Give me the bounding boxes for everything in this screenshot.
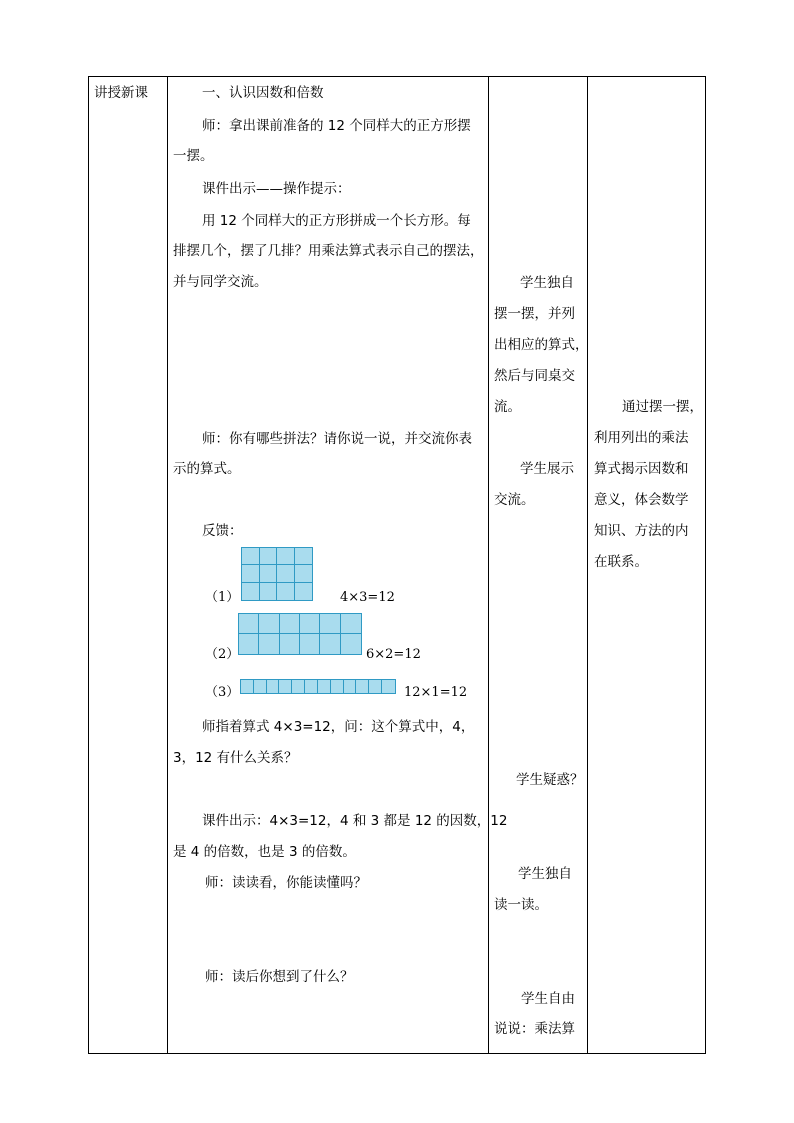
design-purpose-text: 知识、方法的内 <box>594 523 689 539</box>
grid-square <box>300 614 320 634</box>
grid-square <box>341 614 361 634</box>
student-activity-text: 说说：乘法算 <box>494 1021 575 1037</box>
grid-square <box>305 680 318 693</box>
section-heading: 一、认识因数和倍数 <box>202 85 324 101</box>
grid-square <box>277 583 295 600</box>
student-activity-text: 学生疑惑？ <box>516 772 584 788</box>
grid-square <box>259 634 279 654</box>
student-activity-text: 摆一摆，并列 <box>494 306 575 322</box>
square-grid-12x1 <box>240 679 396 694</box>
student-activity-text: 出相应的算式， <box>494 337 589 353</box>
design-purpose-text: 通过摆一摆， <box>622 399 703 415</box>
grid-square <box>356 680 369 693</box>
column-divider <box>488 76 489 1054</box>
grid-square <box>259 614 279 634</box>
student-activity-text: 交流。 <box>494 492 535 508</box>
grid-square <box>292 680 305 693</box>
grid-square <box>239 634 259 654</box>
design-purpose-text: 在联系。 <box>594 554 648 570</box>
content-text: 师：拿出课前准备的 12 个同样大的正方形摆 <box>202 118 471 134</box>
content-text: 课件出示——操作提示： <box>202 181 351 197</box>
feedback-label: 反馈： <box>202 523 243 539</box>
grid-square <box>260 565 278 582</box>
equation: 12×1=12 <box>404 685 468 700</box>
content-text: 一摆。 <box>173 148 214 164</box>
content-text: 并与同学交流。 <box>173 274 268 290</box>
feedback-item-label: （3） <box>205 685 240 700</box>
student-activity-text: 读一读。 <box>494 897 548 913</box>
student-activity-text: 学生独自 <box>518 866 572 882</box>
grid-square <box>320 614 340 634</box>
grid-square <box>295 548 313 565</box>
content-text: 是 4 的倍数，也是 3 的倍数。 <box>173 844 356 860</box>
grid-square <box>318 680 331 693</box>
grid-square <box>341 634 361 654</box>
feedback-item-label: （2） <box>205 647 240 662</box>
grid-square <box>241 680 254 693</box>
student-activity-text: 流。 <box>494 399 521 415</box>
student-activity-text: 学生展示 <box>520 461 574 477</box>
grid-square <box>254 680 267 693</box>
grid-square <box>369 680 382 693</box>
grid-square <box>242 583 260 600</box>
grid-square <box>295 583 313 600</box>
content-text: 师：读后你想到了什么？ <box>205 969 354 985</box>
section-label: 讲授新课 <box>94 85 148 101</box>
student-activity-text: 学生独自 <box>520 275 574 291</box>
grid-square <box>242 565 260 582</box>
grid-square <box>300 634 320 654</box>
column-divider <box>167 76 168 1054</box>
square-grid-6x2 <box>238 613 362 655</box>
grid-square <box>279 680 292 693</box>
equation: 6×2=12 <box>366 647 421 662</box>
grid-square <box>239 614 259 634</box>
content-text: 师：读读看，你能读懂吗？ <box>205 875 367 891</box>
grid-square <box>280 614 300 634</box>
content-text: 示的算式。 <box>173 461 241 477</box>
content-text: 师指着算式 4×3=12，问：这个算式中，4， <box>202 719 475 735</box>
grid-square <box>242 548 260 565</box>
grid-square <box>280 634 300 654</box>
grid-square <box>277 565 295 582</box>
grid-square <box>382 680 395 693</box>
grid-square <box>260 548 278 565</box>
content-text: 师：你有哪些拼法？请你说一说，并交流你表 <box>202 431 472 447</box>
grid-square <box>260 583 278 600</box>
content-text: 课件出示：4×3=12，4 和 3 都是 12 的因数，12 <box>202 813 508 829</box>
design-purpose-text: 利用列出的乘法 <box>594 430 689 446</box>
grid-square <box>277 548 295 565</box>
grid-square <box>295 565 313 582</box>
grid-square <box>267 680 280 693</box>
feedback-item-label: （1） <box>205 590 240 605</box>
student-activity-text: 然后与同桌交 <box>494 368 575 384</box>
grid-square <box>320 634 340 654</box>
student-activity-text: 学生自由 <box>521 991 575 1007</box>
grid-square <box>344 680 357 693</box>
equation: 4×3=12 <box>340 590 395 605</box>
design-purpose-text: 算式揭示因数和 <box>594 461 689 477</box>
content-text: 用 12 个同样大的正方形拼成一个长方形。每 <box>202 213 471 229</box>
grid-square <box>331 680 344 693</box>
content-text: 排摆几个，摆了几排？用乘法算式表示自己的摆法， <box>173 243 484 259</box>
content-text: 3，12 有什么关系？ <box>173 750 298 766</box>
design-purpose-text: 意义，体会数学 <box>594 492 689 508</box>
column-divider <box>587 76 588 1054</box>
square-grid-4x3 <box>241 547 313 601</box>
